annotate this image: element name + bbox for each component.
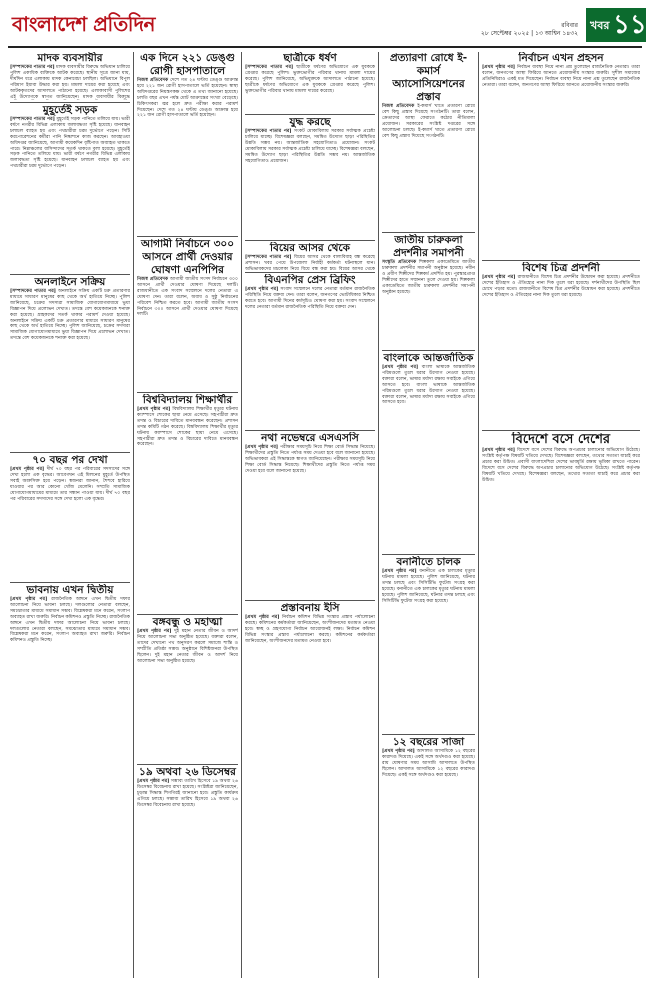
article-a2 — [10, 104, 130, 272]
column-rule — [133, 52, 134, 978]
story-divider — [382, 232, 475, 233]
headline: বিশ্ববিদ্যালয় শিক্ষার্থীর — [142, 394, 233, 406]
article-body: [প্রথম পৃষ্ঠার পর] দীর্ঘ ৭০ বছর পর পরিবারের সদস্যদের সঙ্গে দেখা হলো এক বৃদ্ধের। আবেগঘন এই মিলনের মুহূর্তে উপস্থিত সবাই অশ্রুসিক্ত হয়ে পড়েন। স্বজনরা জানান, শৈশবে হারিয়ে যাওয়ার পর আর কোনো খোঁজ মেলেনি। সম্প্রতি সামাজিক যোগাযোগমাধ্যমের মাধ্যমে তার সন্ধান পাওয়া যায়। দীর্ঘ ৭০ বছর পর পরিবারের সদস্যদের সঙ্গে দেখা হলো এক বৃদ্ধের। — [10, 467, 130, 502]
article-body: [প্রথম পৃষ্ঠার পর] রাজধানীতে বিশেষ চিত্র প্রদর্শনীর উদ্বোধন করা হয়েছে। প্রদর্শনীতে দেশের ইতিহাস ও ঐতিহ্যের নানা দিক তুলে ধরা হয়েছে। দর্শনার্থীদের উপস্থিতি ছিল চোখে পড়ার মতো। রাজধানীতে বিশেষ চিত্র প্রদর্শনীর উদ্বোধন করা হয়েছে। প্রদর্শনীতে দেশের ইতিহাস ও ঐতিহ্যের নানা দিক তুলে ধরা হয়েছে। — [482, 275, 640, 298]
story-divider — [137, 764, 238, 765]
article-body: [সম্পাদকের পাতার পর] অনলাইনে সক্রিয় একটি চক্র প্রতারণার মাধ্যমে সাধারণ মানুষের কাছ থেকে অর্থ হাতিয়ে নিচ্ছে। পুলিশ জানিয়েছে, চক্রের সদস্যরা সামাজিক যোগাযোগমাধ্যমে ভুয়া বিজ্ঞাপন দিয়ে প্রলোভন দেখাত। তদন্তে বেশ কয়েকজনকে শনাক্ত করা হয়েছে। গ্রাহকদের সতর্ক থাকার পরামর্শ দেওয়া হয়েছে। অনলাইনে সক্রিয় একটি চক্র প্রতারণার মাধ্যমে সাধারণ মানুষের কাছ থেকে অর্থ হাতিয়ে নিচ্ছে। পুলিশ জানিয়েছে, চক্রের সদস্যরা সামাজিক যোগাযোগমাধ্যমে ভুয়া বিজ্ঞাপন দিয়ে প্রলোভন দেখাত। তদন্তে বেশ কয়েকজনকে শনাক্ত করা হয়েছে। — [10, 289, 130, 342]
headline: ছাত্রীকে ধর্ষণ — [283, 52, 337, 64]
headline: নির্বাচন এখন প্রহসন — [518, 52, 604, 64]
article-e3 — [482, 432, 640, 978]
story-divider — [10, 452, 130, 453]
article-a5 — [10, 584, 130, 978]
story-divider — [245, 114, 375, 115]
column-rule — [478, 52, 479, 978]
story-divider — [382, 554, 475, 555]
newspaper-logo: বাংলাদেশ প্রতিদিন — [12, 12, 155, 36]
story-divider — [10, 274, 130, 275]
article-body: [প্রথম পৃষ্ঠার পর] নির্বাচন ব্যবস্থা নিয়ে নানা প্রশ্ন তুলেছেন রাজনৈতিক নেতারা। তারা বলেন, জনগণের আস্থা ফিরিয়ে আনতে প্রয়োজনীয় সংস্কার জরুরি। সুশীল সমাজের প্রতিনিধিরাও একই মত দিয়েছেন। নির্বাচন ব্যবস্থা নিয়ে নানা প্রশ্ন তুলেছেন রাজনৈতিক নেতারা। তারা বলেন, জনগণের আস্থা ফিরিয়ে আনতে প্রয়োজনীয় সংস্কার জরুরি। — [482, 65, 640, 88]
story-divider — [137, 236, 238, 237]
headline: ভাবনায় এখন দ্বিতীয় — [26, 584, 114, 596]
story-divider — [10, 582, 130, 583]
weekday: রবিবার — [561, 22, 578, 29]
article-b4 — [137, 616, 238, 762]
article-body: [প্রথম পৃষ্ঠার পর] পরীক্ষার সময়সূচি নিয়ে শিক্ষা বোর্ড সিদ্ধান্ত নিয়েছে। শিক্ষার্থীদের প্রস্তুতি নিতে পর্যাপ্ত সময় দেওয়া হবে বলে জানানো হয়েছে। অভিভাবকরা এই সিদ্ধান্তকে স্বাগত জানিয়েছেন। পরীক্ষার সময়সূচি নিয়ে শিক্ষা বোর্ড সিদ্ধান্ত নিয়েছে। শিক্ষার্থীদের প্রস্তুতি নিতে পর্যাপ্ত সময় দেওয়া হবে বলে জানানো হয়েছে। — [245, 445, 375, 474]
story-divider — [482, 430, 640, 431]
article-d2 — [382, 234, 475, 348]
article-c5 — [245, 432, 375, 598]
headline: যুদ্ধ করছে — [289, 116, 331, 128]
story-divider — [245, 430, 375, 431]
article-c6 — [245, 602, 375, 978]
article-body: [প্রথম পৃষ্ঠার পর] নির্বাচন কমিশন বিভিন্ন সংস্কার প্রস্তাব পর্যালোচনা করছে। কমিশনের কর্মকর্তারা জানিয়েছেন, অংশীজনদের মতামত নেওয়া হবে। স্বচ্ছ ও গ্রহণযোগ্য নির্বাচন আয়োজনই লক্ষ্য। নির্বাচন কমিশন বিভিন্ন সংস্কার প্রস্তাব পর্যালোচনা করছে। কমিশনের কর্মকর্তারা জানিয়েছেন, অংশীজনদের মতামত নেওয়া হবে। — [245, 615, 375, 644]
issue-date: ২৮ সেপ্টেম্বর ২০২৫ | ১৩ আশ্বিন ১৪৩২ — [480, 30, 578, 37]
article-c4 — [245, 274, 375, 428]
section-badge — [586, 8, 646, 42]
article-body: নিজস্ব প্রতিবেদক দেশে গত ২৪ ঘণ্টায় ডেঙ্গু আক্রান্ত হয়ে ২২১ জন রোগী হাসপাতালে ভর্তি হয়েছেন। স্বাস্থ্য অধিদপ্তরের নিয়ন্ত্রণকক্ষ থেকে এ তথ্য জানানো হয়েছে। চলতি বছর এখন পর্যন্ত মোট আক্রান্তের সংখ্যা বেড়েছে। চিকিৎসকরা জ্বর হলে দ্রুত পরীক্ষা করার পরামর্শ দিয়েছেন। দেশে গত ২৪ ঘণ্টায় ডেঙ্গু আক্রান্ত হয়ে ২২১ জন রোগী হাসপাতালে ভর্তি হয়েছেন। — [137, 78, 238, 119]
article-body: [সম্পাদকের পাতার পর] মাদক ব্যবসায়ীর বিরুদ্ধে অভিযান চালিয়ে পুলিশ একাধিক ব্যক্তিকে আটক করেছে। স্থানীয় সূত্রে জানা যায়, দীর্ঘদিন ধরে এলাকায় মাদক কেনাবেচা চলছিল। অভিযানে বিপুল পরিমাণ ইয়াবা উদ্ধার করা হয়। মামলা দায়ের করা হয়েছে এবং আটককৃতদের আদালতে পাঠানো হয়েছে। এলাকাবাসী পুলিশের এই উদ্যোগকে স্বাগত জানিয়েছেন। মাদক ব্যবসায়ীর বিরুদ্ধে — [10, 65, 130, 100]
article-body: [প্রথম পৃষ্ঠার পর] বিদেশে বসে দেশের বিরুদ্ধে অপপ্রচার চালানোর অভিযোগ উঠেছে। সংশ্লিষ্ট কর্তৃপক্ষ বিষয়টি খতিয়ে দেখছে। বিশেষজ্ঞরা বলছেন, তথ্যের সত্যতা যাচাই করে প্রচার করা উচিত। প্রবাসী বাংলাদেশিরা দেশের ভাবমূর্তি রক্ষায় ভূমিকা রাখতে পারেন। বিদেশে বসে দেশের বিরুদ্ধে অপপ্রচার চালানোর অভিযোগ উঠেছে। সংশ্লিষ্ট কর্তৃপক্ষ বিষয়টি খতিয়ে দেখছে। বিশেষজ্ঞরা বলছেন, তথ্যের সত্যতা যাচাই করে প্রচার করা উচিত। — [482, 448, 640, 483]
headline: প্রস্তাবনায় ইসি — [280, 602, 340, 614]
story-divider — [245, 272, 375, 273]
article-a4 — [10, 454, 130, 580]
headline: আগামী নির্বাচনে ৩০০ আসনে প্রার্থী দেওয়ার ঘোষণা এনপিপির — [140, 238, 235, 276]
headline: ৭০ বছর পর দেখা — [32, 454, 108, 466]
story-divider — [137, 392, 238, 393]
article-body: [সম্পাদকের পাতার পর] সংকট মোকাবিলায় সরকার সর্বাত্মক প্রচেষ্টা চালিয়ে যাচ্ছে। বিশেষজ্ঞরা বলছেন, সমন্বিত উদ্যোগ ছাড়া পরিস্থিতির উন্নতি সম্ভব নয়। আন্তর্জাতিক সহযোগিতাও প্রয়োজন। সংকট মোকাবিলায় সরকার সর্বাত্মক প্রচেষ্টা চালিয়ে যাচ্ছে। বিশেষজ্ঞরা বলছেন, সমন্বিত উদ্যোগ ছাড়া পরিস্থিতির উন্নতি সম্ভব নয়। আন্তর্জাতিক সহযোগিতাও প্রয়োজন। — [245, 129, 375, 164]
article-d4 — [382, 556, 475, 732]
article-body: [সম্পাদকের পাতার পর] ছাত্রীকে ধর্ষণের অভিযোগে এক যুবককে গ্রেপ্তার করেছে পুলিশ। ভুক্তভোগীর পরিবার থানায় মামলা দায়ের করেছে। পুলিশ জানিয়েছে, অভিযুক্তকে আদালতে পাঠানো হয়েছে। ছাত্রীকে ধর্ষণের অভিযোগে এক যুবককে গ্রেপ্তার করেছে পুলিশ। ভুক্তভোগীর পরিবার থানায় মামলা দায়ের করেছে। — [245, 65, 375, 94]
headline: অনলাইনে সক্রিয় — [34, 276, 106, 288]
headline: ১৯ অথবা ২৬ ডিসেম্বর — [139, 766, 236, 778]
headline: বাংলাকে আন্তর্জাতিক — [383, 352, 474, 364]
article-b1 — [137, 52, 238, 234]
article-b2 — [137, 238, 238, 390]
headline: বিয়ের আসর থেকে — [270, 242, 350, 254]
masthead — [8, 4, 647, 48]
section-name: খবর — [590, 19, 610, 32]
story-divider — [382, 350, 475, 351]
article-body: [প্রথম পৃষ্ঠার পর] বাংলা ভাষাকে আন্তর্জাতিক পরিমণ্ডলে তুলে ধরার উদ্যোগ নেওয়া হয়েছে। বক্তারা বলেন, ভাষার মর্যাদা রক্ষায় সবাইকে এগিয়ে আসতে হবে। বাংলা ভাষাকে আন্তর্জাতিক পরিমণ্ডলে তুলে ধরার উদ্যোগ নেওয়া হয়েছে। বক্তারা বলেন, ভাষার মর্যাদা রক্ষায় সবাইকে এগিয়ে আসতে হবে। — [382, 365, 475, 406]
article-c3 — [245, 242, 375, 270]
article-body: সংস্কৃতি প্রতিবেদক শিল্পকলা একাডেমিতে জাতীয় চারুকলা প্রদর্শনীর সমাপনী অনুষ্ঠান হয়েছে। নবীন ও প্রবীণ শিল্পীদের শিল্পকর্ম প্রদর্শিত হয়। পুরস্কারপ্রাপ্ত শিল্পীদের হাতে সম্মাননা তুলে দেওয়া হয়। শিল্পকলা একাডেমিতে জাতীয় চারুকলা প্রদর্শনীর সমাপনী অনুষ্ঠান হয়েছে। — [382, 260, 475, 295]
article-a1 — [10, 52, 130, 100]
article-body: নিজস্ব প্রতিবেদক ই-কমার্স খাতে প্রতারণা রোধে বেশ কিছু প্রস্তাব দিয়েছে সংগঠনটি। তারা বলেন, ক্রেতাদের আস্থা ফেরাতে কঠোর নীতিমালা প্রয়োজন। সরকারের সংশ্লিষ্ট দপ্তরের সঙ্গে আলোচনা চলছে। ই-কমার্স খাতে প্রতারণা রোধে বেশ কিছু প্রস্তাব দিয়েছে সংগঠনটি। — [382, 104, 475, 139]
article-d5 — [382, 736, 475, 978]
headline: বনানীতে চালক — [396, 556, 461, 568]
article-body: [প্রথম পৃষ্ঠার পর] সংবাদ সম্মেলনে দলের নেতারা বর্তমান রাজনৈতিক পরিস্থিতি নিয়ে বক্তব্য দেন। তারা বলেন, জনগণের ভোটাধিকার নিশ্চিত করতে হবে। আগামী দিনের কর্মসূচিও ঘোষণা করা হয়। সংবাদ সম্মেলনে দলের নেতারা বর্তমান রাজনৈতিক পরিস্থিতি নিয়ে বক্তব্য দেন। — [245, 287, 375, 310]
article-body: [সম্পাদকের পাতার পর] মুহূর্তেই সড়ক পানিতে তলিয়ে যায়। ভারী বর্ষণে নগরীর বিভিন্ন এলাকায় জলাবদ্ধতা সৃষ্টি হয়েছে। যানবাহন চলাচল ব্যাহত হয় এবং পথচারীরা চরম দুর্ভোগে পড়েন। সিটি করপোরেশনের কর্মীরা পানি নিষ্কাশনে কাজ করছেন। আবহাওয়া অধিদপ্তর জানিয়েছে, আগামী কয়েকদিন বৃষ্টিপাত অব্যাহত থাকতে পারে। নিম্নাঞ্চলের বাসিন্দাদের সতর্ক থাকতে বলা হয়েছে। মুহূর্তেই সড়ক পানিতে তলিয়ে যায়। ভারী বর্ষণে নগরীর বিভিন্ন এলাকায় জলাবদ্ধতা সৃষ্টি হয়েছে। যানবাহন চলাচল ব্যাহত হয় এবং পথচারীরা চরম দুর্ভোগে পড়েন। — [10, 117, 130, 170]
headline: মাদক ব্যবসায়ীর — [37, 52, 103, 64]
article-d1 — [382, 52, 475, 230]
story-divider — [137, 614, 238, 615]
article-b5 — [137, 766, 238, 978]
headline: মুহূর্তেই সড়ক — [42, 104, 98, 116]
headline: বিএনপির প্রেস ব্রিফিং — [264, 274, 356, 286]
headline: এক দিনে ২২১ ডেঙ্গু রোগী হাসপাতালে — [140, 52, 235, 77]
column-rule — [378, 52, 379, 978]
headline: বিদেশে বসে দেশের — [511, 432, 611, 447]
article-body: [প্রথম পৃষ্ঠার পর] আদালত আসামিকে ১২ বছরের কারাদণ্ড দিয়েছে। একই সঙ্গে অর্থদণ্ডও করা হয়েছে। রায় ঘোষণার সময় আসামি আদালতে উপস্থিত ছিলেন। আদালত আসামিকে ১২ বছরের কারাদণ্ড দিয়েছে। একই সঙ্গে অর্থদণ্ডও করা হয়েছে। — [382, 749, 475, 778]
headline: বঙ্গবন্ধু ও মহাত্মা — [152, 616, 223, 628]
article-e1 — [482, 52, 640, 258]
article-body: [প্রথম পৃষ্ঠার পর] দুই মহান নেতার জীবন ও আদর্শ নিয়ে আলোচনা সভা অনুষ্ঠিত হয়েছে। বক্তারা বলেন, তাদের দেখানো পথ অনুসরণ করলে সমাজে শান্তি ও সম্প্রীতি প্রতিষ্ঠা সম্ভব। অনুষ্ঠানে বিশিষ্টজনরা উপস্থিত ছিলেন। দুই মহান নেতার জীবন ও আদর্শ নিয়ে আলোচনা সভা অনুষ্ঠিত হয়েছে। — [137, 629, 238, 664]
story-divider — [245, 240, 375, 241]
headline: নথা নভেম্বরে এসএসসি — [261, 432, 359, 444]
story-divider — [382, 734, 475, 735]
article-body: [সম্পাদকের পাতার পর] বিয়ের আসর থেকে বাল্যবিবাহ বন্ধ করেছে প্রশাসন। খবর পেয়ে উপজেলা নির্বাহী কর্মকর্তা ঘটনাস্থলে যান। অভিভাবকদের মুচলেকা নিয়ে বিয়ে বন্ধ করা হয়। বিয়ের আসর থেকে — [245, 255, 375, 270]
article-c2 — [245, 116, 375, 238]
headline: বিশেষ চিত্র প্রদর্শনী — [522, 262, 600, 274]
article-d3 — [382, 352, 475, 552]
article-body: [প্রথম পৃষ্ঠার পর] বনানীতে এক চালকের মৃত্যুর ঘটনায় মামলা হয়েছে। পুলিশ জানিয়েছে, ঘটনার তদন্ত চলছে এবং সিসিটিভি ফুটেজ সংগ্রহ করা হয়েছে। বনানীতে এক চালকের মৃত্যুর ঘটনায় মামলা হয়েছে। পুলিশ জানিয়েছে, ঘটনার তদন্ত চলছে এবং সিসিটিভি ফুটেজ সংগ্রহ করা হয়েছে। — [382, 569, 475, 604]
story-divider — [245, 600, 375, 601]
headline: জাতীয় চারুকলা প্রদর্শনীর সমাপনী — [393, 234, 464, 259]
article-e2 — [482, 262, 640, 428]
article-b3 — [137, 394, 238, 612]
article-body: [প্রথম পৃষ্ঠার পর] বিশ্ববিদ্যালয় শিক্ষার্থীর মৃত্যুর ঘটনায় ক্যাম্পাসে শোকের ছায়া নেমে এসেছে। সহপাঠীরা দ্রুত তদন্ত ও বিচারের দাবিতে মানববন্ধন করেছেন। প্রশাসন তদন্ত কমিটি গঠন করেছে। বিশ্ববিদ্যালয় শিক্ষার্থীর মৃত্যুর ঘটনায় ক্যাম্পাসে শোকের ছায়া নেমে এসেছে। সহপাঠীরা দ্রুত তদন্ত ও বিচারের দাবিতে মানববন্ধন করেছেন। — [137, 407, 238, 448]
article-a3 — [10, 276, 130, 450]
headline: প্রত্যারণা রোধে ই-কমার্স অ্যাসোসিয়েশনের প্রস্তাব — [389, 52, 468, 103]
story-divider — [482, 260, 640, 261]
article-body: নিজস্ব প্রতিবেদক আগামী জাতীয় সংসদ নির্বাচনে ৩০০ আসনে প্রার্থী দেওয়ার ঘোষণা দিয়েছে দলটি। রাজধানীতে এক সংবাদ সম্মেলনে দলের নেতারা এ ঘোষণা দেন। তারা বলেন, অবাধ ও সুষ্ঠু নির্বাচনের পরিবেশ নিশ্চিত করতে হবে। আগামী জাতীয় সংসদ নির্বাচনে ৩০০ আসনে প্রার্থী দেওয়ার ঘোষণা দিয়েছে দলটি। — [137, 277, 238, 318]
page-number: ১১ — [613, 10, 647, 40]
article-body: [প্রথম পৃষ্ঠার পর] সম্ভাব্য তারিখ হিসেবে ১৯ অথবা ২৬ ডিসেম্বর বিবেচনায় রাখা হয়েছে। সংশ্লিষ্টরা জানিয়েছেন, চূড়ান্ত সিদ্ধান্ত শিগগিরই জানানো হবে। প্রস্তুতি কার্যক্রম এগিয়ে চলছে। সম্ভাব্য তারিখ হিসেবে ১৯ অথবা ২৬ ডিসেম্বর বিবেচনায় রাখা হয়েছে। — [137, 779, 238, 808]
column-rule — [241, 52, 242, 978]
article-body: [প্রথম পৃষ্ঠার পর] রাজনৈতিক অঙ্গনে এখন দ্বিতীয় দফার আলোচনা নিয়ে ভাবনা চলছে। দলগুলোর নেতারা বলছেন, সমঝোতার মাধ্যমে সমাধান সম্ভব। বিশ্লেষকরা মনে করেন, সংলাপ অব্যাহত রাখা জরুরি। নির্বাচন কমিশনও প্রস্তুতি নিচ্ছে। রাজনৈতিক অঙ্গনে এখন দ্বিতীয় দফার আলোচনা নিয়ে ভাবনা চলছে। দলগুলোর নেতারা বলছেন, সমঝোতার মাধ্যমে সমাধান সম্ভব। বিশ্লেষকরা মনে করেন, সংলাপ অব্যাহত রাখা জরুরি। নির্বাচন কমিশনও প্রস্তুতি নিচ্ছে। — [10, 597, 130, 644]
story-divider — [10, 102, 130, 103]
headline: ১২ বছরের সাজা — [392, 736, 465, 748]
article-c1 — [245, 52, 375, 112]
